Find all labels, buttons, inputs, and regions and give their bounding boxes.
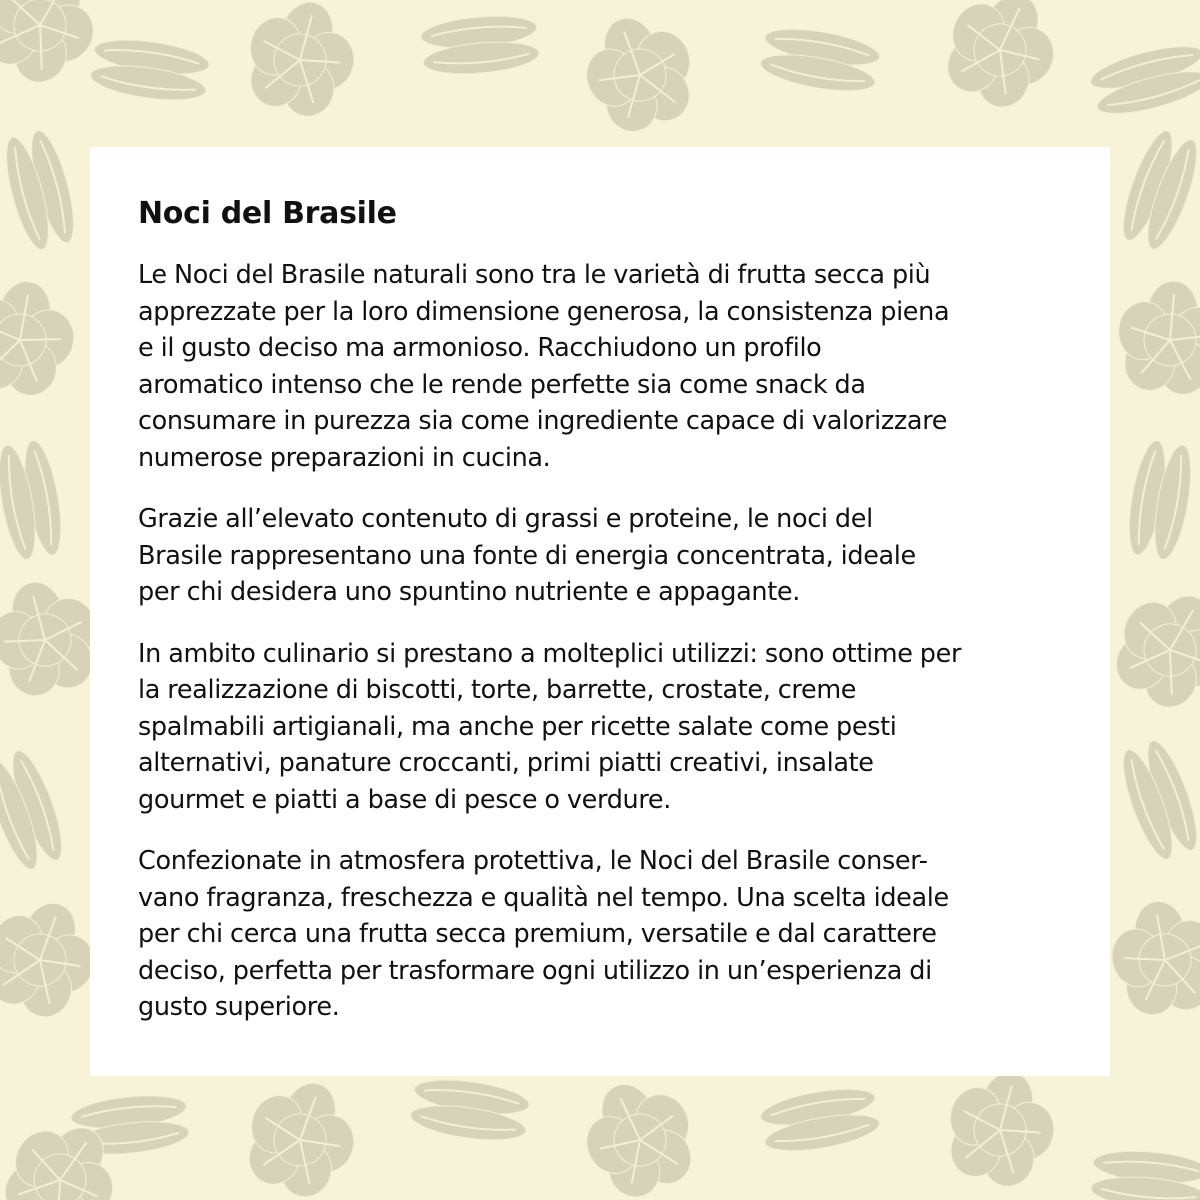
paragraph-line: la realizzazione di biscotti, torte, barrette, crostate, creme: [138, 675, 857, 705]
paragraph-line: e il gusto deciso ma armonioso. Racchiudono un profilo: [138, 333, 822, 363]
paragraph-line: per chi desidera uno spuntino nutriente e appagante.: [138, 577, 800, 607]
paragraph-line: per chi cerca una frutta secca premium, versatile e dal carattere: [138, 919, 937, 949]
card-title: Noci del Brasile: [138, 196, 397, 231]
paragraph-line: gourmet e piatti a base di pesce o verdure.: [138, 784, 672, 815]
paragraph-line: spalmabili artigianali, ma anche per ricette salate come pesti: [138, 711, 897, 742]
description-paragraph: [138, 636, 1070, 819]
paragraph-line: Brasile rappresentano una fonte di energia concentrata, ideale: [138, 540, 916, 571]
description-body: [138, 257, 1070, 1026]
paragraph-line: aromatico intenso che le rende perfette sia come snack da: [138, 369, 866, 400]
paragraph-line: consumare in purezza sia come ingrediente capace di valorizzare: [138, 406, 948, 436]
paragraph-line: apprezzate per la loro dimensione generosa, la consistenza piena: [138, 296, 950, 327]
paragraph-line: deciso, perfetta per trasformare ogni utilizzo in un’esperienza di: [138, 955, 932, 986]
description-paragraph: [138, 257, 1070, 476]
paragraph-line: In ambito culinario si prestano a molteplici utilizzi: sono ottime per: [138, 638, 962, 669]
paragraph-line: vano fragranza, freschezza e qualità nel tempo. Una scelta ideale: [138, 882, 949, 913]
product-description-card: [90, 147, 1110, 1076]
description-paragraph: [138, 501, 1070, 611]
description-paragraph: [138, 843, 1070, 1026]
paragraph-line: Le Noci del Brasile naturali sono tra le varietà di frutta secca più: [138, 260, 931, 290]
paragraph-line: Confezionate in atmosfera protettiva, le Noci del Brasile conser-: [138, 846, 928, 876]
paragraph-line: alternativi, panature croccanti, primi piatti creativi, insalate: [138, 748, 874, 778]
paragraph-line: gusto superiore.: [138, 992, 340, 1022]
paragraph-line: numerose preparazioni in cucina.: [138, 442, 551, 473]
paragraph-line: Grazie all’elevato contenuto di grassi e proteine, le noci del: [138, 504, 873, 534]
